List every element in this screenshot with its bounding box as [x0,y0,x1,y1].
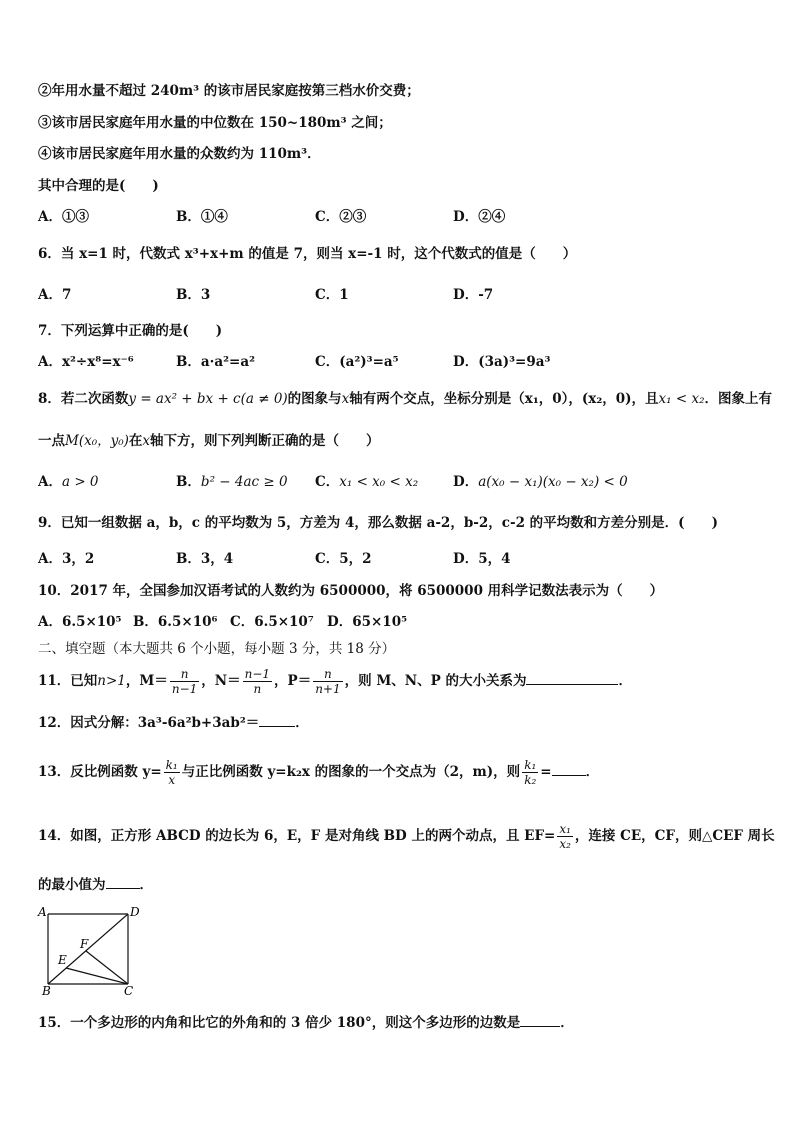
q7-option-d: D．(3a)³=9a³ [453,354,551,370]
question-8-line-1 [38,390,772,408]
q6-option-d: D．-7 [453,287,494,303]
q7-option-a: A．x²÷x⁸=x⁻⁶ [38,354,134,370]
q12-text: 12．因式分解：3a³-6a²b+3ab²＝ [38,715,260,731]
q10-option-a: A．6.5×10⁵ [38,614,122,630]
q12-text-end: ． [295,715,309,731]
q10-option-d: D．65×10⁵ [327,614,408,630]
question-6: 6．当 x=1 时，代数式 x³+x+m 的值是 7，则当 x=-1 时，这个代数式的值是（ ） [38,246,577,262]
label-c: C [124,984,134,996]
q8-text-4: ．图象上有 [704,391,772,407]
q8-text-5: 一点 [38,433,65,449]
q9-option-a: A．3，2 [38,551,95,567]
q14-answer-blank[interactable] [106,874,140,889]
question-14-line-1 [38,816,775,856]
q8-text-1: 8．若二次函数 [38,391,129,407]
q8-option-a-label: A． [38,474,62,490]
q8-option-c [315,473,418,491]
q10-option-b: B．6.5×10⁶ [133,614,218,630]
statement-2: ②年用水量不超过 240m³ 的该市居民家庭按第三档水价交费； [38,83,420,99]
q8-function-expression: y = ax² + bx + c(a ≠ 0) [128,391,288,407]
q11-fraction-m [170,667,199,696]
q13-f2-numerator: k₁ [524,758,537,772]
q8-x-variable: x [341,391,350,407]
question-12 [38,712,309,732]
q13-answer-blank[interactable] [552,761,586,776]
q11-text-3: ，N＝ [201,673,241,689]
label-b: B [42,984,51,996]
q8-x-inequality: x₁ < x₂ [658,391,705,407]
q14-text-1: 14．如图，正方形 ABCD 的边长为 6，E，F 是对角线 BD 上的两个动点，且 EF= [38,828,556,844]
q15-text: 15．一个多边形的内角和比它的外角和的 3 倍少 180°，则这个多边形的边数是 [38,1015,521,1031]
q13-text-end: ． [585,764,600,780]
q11-text-2: ，M＝ [125,673,168,689]
q11-p-numerator: n [313,667,342,682]
statement-3: ③该市居民家庭年用水量的中位数在 150~180m³ 之间； [38,115,392,131]
question-15 [38,1012,574,1032]
q6-option-a: A．7 [38,287,72,303]
q14-text-3: 的最小值为 [38,877,106,893]
label-e: E [58,953,67,967]
q11-condition: n>1 [97,673,126,689]
q11-n-numerator: n−1 [244,667,271,681]
q12-answer-blank[interactable] [259,712,295,727]
q8-option-b-label: B． [176,474,201,490]
q7-option-c: C．(a²)³=a⁵ [315,354,399,370]
q13-f1-denominator: x [168,773,176,787]
question-5-ask: 其中合理的是( ) [38,178,159,194]
q13-fraction-k1-k2 [522,758,538,787]
label-f: F [80,937,89,951]
q13-text-3: = [540,764,552,780]
q5-option-c: C．②③ [315,209,367,225]
q14-fraction [557,822,573,851]
q14-text-end: ． [139,877,153,893]
q11-text-end: ． [618,673,632,689]
q9-option-b: B．3，4 [176,551,234,567]
q11-text-4: ，P＝ [274,673,312,689]
q5-option-b: B．①④ [176,209,228,225]
question-10: 10．2017 年，全国参加汉语考试的人数约为 6500000，将 6500000 用科学记数法表示为（ ） [38,583,664,599]
q8-x-axis: x [142,433,151,449]
q8-option-a-math: a > 0 [61,474,99,490]
q8-text-7: 轴下方，则下列判断正确的是（ ） [150,433,380,449]
q13-fraction-k1-x [164,758,180,787]
q15-text-end: ． [560,1015,574,1031]
q11-fraction-p [313,667,342,696]
q8-option-b-math: b² − 4ac ≥ 0 [200,474,288,490]
q13-text-1: 13．反比例函数 y= [38,764,162,780]
q11-n-denominator: n [253,682,262,696]
q8-option-d [453,473,628,491]
q9-option-d: D．5，4 [453,551,511,567]
q10-option-c: C．6.5×10⁷ [230,614,314,630]
q8-text-6: 在 [128,433,143,449]
q5-option-a: A．①③ [38,209,89,225]
q14-denominator: x₂ [559,837,571,851]
q11-text-5: ，则 M、N、P 的大小关系为 [344,673,527,689]
question-8-line-2 [38,432,380,450]
q6-option-c: C．1 [315,287,349,303]
q8-point-m: M(x₀，y₀) [65,433,129,449]
q11-m-denominator: n−1 [171,682,198,696]
q8-option-c-label: C． [315,474,340,490]
q8-option-a [38,473,99,491]
q8-option-d-label: D． [453,474,479,490]
q15-answer-blank[interactable] [520,1012,560,1027]
question-14-line-2 [38,874,153,894]
q7-option-b: B．a·a²=a² [176,354,255,370]
q9-option-c: C．5，2 [315,551,372,567]
q14-numerator: x₁ [559,822,571,836]
q8-option-d-math: a(x₀ − x₁)(x₀ − x₂) < 0 [478,474,628,490]
label-a: A [38,905,47,919]
q11-fraction-n [243,667,272,696]
q11-text-1: 11．已知 [38,673,98,689]
q8-option-c-math: x₁ < x₀ < x₂ [339,474,419,490]
q14-text-2: ，连接 CE，CF，则△CEF 周长 [574,828,775,844]
square-abcd-figure [36,902,146,996]
question-7: 7．下列运算中正确的是( ) [38,323,223,339]
question-13 [38,752,599,792]
question-9: 9．已知一组数据 a，b，c 的平均数为 5，方差为 4，那么数据 a-2，b-2，c-2 的平均数和方差分别是．( ) [38,515,718,531]
statement-4: ④该市居民家庭年用水量的众数约为 110m³． [38,146,321,162]
section-2-heading: 二、填空题（本大题共 6 个小题，每小题 3 分，共 18 分） [38,641,396,657]
q8-option-b [176,473,288,491]
q11-p-denominator: n+1 [315,682,341,696]
q13-f1-numerator: k₁ [165,758,178,772]
q8-text-3: 轴有两个交点，坐标分别是（x₁，0），(x₂，0)，且 [349,391,659,407]
q11-m-numerator: n [170,667,199,682]
q13-f2-denominator: k₂ [524,773,537,787]
label-d: D [130,905,140,919]
q5-option-d: D．②④ [453,209,506,225]
q11-answer-blank[interactable] [526,670,618,685]
question-11 [38,664,632,698]
q6-option-b: B．3 [176,287,211,303]
q8-text-2: 的图象与 [287,391,342,407]
q13-text-2: 与正比例函数 y=k₂x 的图象的一个交点为（2，m)，则 [181,764,521,780]
